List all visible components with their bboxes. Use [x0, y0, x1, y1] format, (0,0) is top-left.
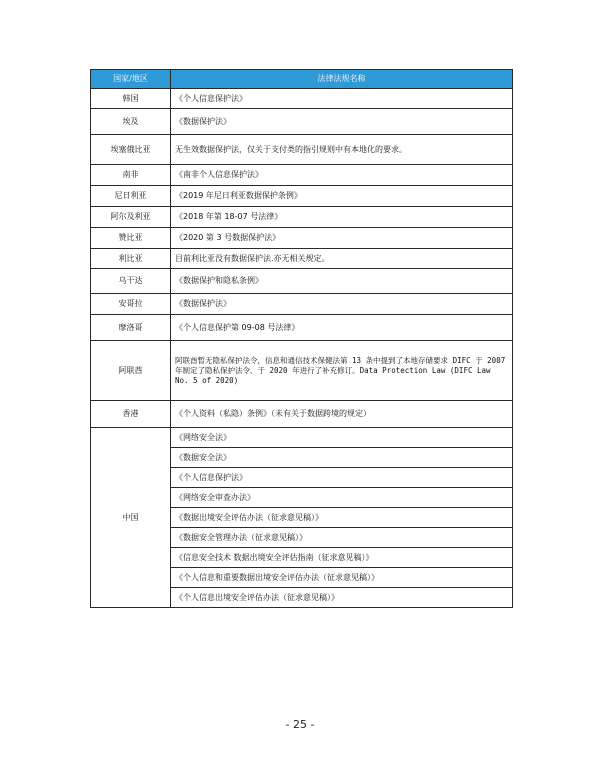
law-cell: 《2018 年第 18-07 号法律》: [171, 207, 513, 228]
region-cell: 尼日利亚: [91, 186, 171, 207]
table-row: [91, 401, 513, 428]
table-header: [91, 70, 513, 89]
region-cell: 阿联酋: [91, 341, 171, 401]
law-cell: 《数据出境安全评估办法（征求意见稿）》: [171, 508, 513, 528]
law-cell: 阿联酋暂无隐私保护法令，信息和通信技术保健法第 13 条中提到了本地存储要求 DIFC 于 2007 年制定了隐私保护法令、于 2020 年进行了补充修订。Data Protection Law (DIFC Law No. 5 of 2020): [171, 341, 513, 401]
table-row: [91, 228, 513, 249]
region-cell: 中国: [91, 428, 171, 608]
table-row: [91, 165, 513, 186]
table-row: [91, 109, 513, 135]
law-cell: 《数据安全法》: [171, 448, 513, 468]
page-number: - 25 -: [285, 718, 315, 731]
table-row: [91, 89, 513, 109]
law-cell: 《个人信息保护第 09-08 号法律》: [171, 315, 513, 341]
law-cell: 《个人信息和重要数据出境安全评估办法（征求意见稿）》: [171, 568, 513, 588]
law-cell: 《数据安全管理办法（征求意见稿）》: [171, 528, 513, 548]
law-cell: 《数据保护和隐私条例》: [171, 269, 513, 294]
law-cell: 《网络安全法》: [171, 428, 513, 448]
table-row: [91, 341, 513, 401]
region-cell: 赞比亚: [91, 228, 171, 249]
region-cell: 阿尔及利亚: [91, 207, 171, 228]
header-region: 国家/地区: [91, 70, 171, 89]
table-row: [91, 315, 513, 341]
law-cell: 《南非个人信息保护法》: [171, 165, 513, 186]
law-cell: 目前利比亚没有数据保护法.亦无相关规定。: [171, 249, 513, 269]
table-row: [91, 294, 513, 315]
region-cell: 安哥拉: [91, 294, 171, 315]
region-cell: 乌干达: [91, 269, 171, 294]
law-cell: 《2019 年尼日利亚数据保护条例》: [171, 186, 513, 207]
table-row: [91, 186, 513, 207]
region-cell: 利比亚: [91, 249, 171, 269]
law-cell: 《数据保护法》: [171, 109, 513, 135]
region-cell: 韩国: [91, 89, 171, 109]
data-protection-laws-table: [90, 69, 513, 608]
region-cell: 埃塞俄比亚: [91, 135, 171, 165]
table-row: [91, 207, 513, 228]
law-cell: 《个人资料（私隐）条例》（未有关于数据跨境的规定）: [171, 401, 513, 428]
table-row: [91, 249, 513, 269]
table-row: [91, 135, 513, 165]
table-row: [91, 269, 513, 294]
law-cell: 《数据保护法》: [171, 294, 513, 315]
table-body: [91, 89, 513, 608]
region-cell: 香港: [91, 401, 171, 428]
law-cell: 《个人信息出境安全评估办法（征求意见稿）》: [171, 588, 513, 608]
law-cell: 《信息安全技术 数据出境安全评估指南（征求意见稿）》: [171, 548, 513, 568]
region-cell: 埃及: [91, 109, 171, 135]
law-cell: 《个人信息保护法》: [171, 89, 513, 109]
region-cell: 摩洛哥: [91, 315, 171, 341]
law-cell: 《个人信息保护法》: [171, 468, 513, 488]
law-cell: 无生效数据保护法，仅关于支付类的指引规则中有本地化的要求。: [171, 135, 513, 165]
table-row: [91, 428, 513, 448]
region-cell: 南非: [91, 165, 171, 186]
law-cell: 《网络安全审查办法》: [171, 488, 513, 508]
law-cell: 《2020 第 3 号数据保护法》: [171, 228, 513, 249]
header-law-name: 法律法规名称: [171, 70, 513, 89]
